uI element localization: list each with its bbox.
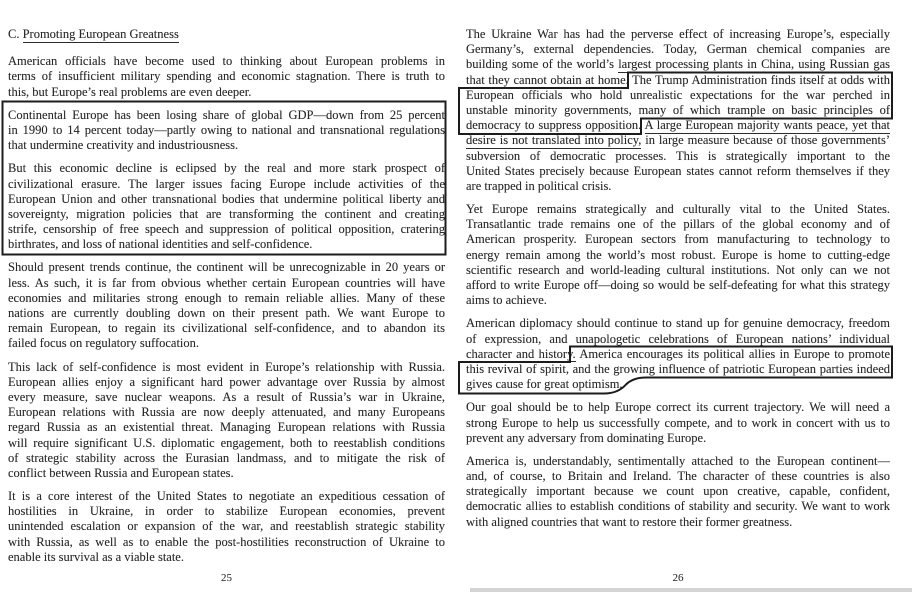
paragraph: [8, 489, 445, 565]
text-line: [8, 85, 445, 100]
text-line: [8, 123, 445, 138]
text-segment: with Russia, as well as to enable the post-hostilities reconstruction of Ukraine to: [8, 534, 445, 549]
text-segment: are trapped in political crisis.: [466, 178, 612, 193]
text-line: [8, 489, 445, 504]
text-line: [466, 484, 890, 499]
text-line: [8, 336, 445, 351]
text-segment: failed focus on regulatory suffocation.: [8, 336, 200, 351]
text-line: [466, 293, 890, 308]
text-line: [466, 57, 890, 72]
text-segment: United States precisely because European states cannot reform themselves if they: [466, 163, 890, 178]
text-line: [466, 499, 890, 514]
page-number-25: 25: [221, 572, 232, 584]
paragraph: [466, 27, 890, 194]
text-segment: The Trump Administration finds itself at odds with: [628, 72, 890, 87]
text-line: [8, 504, 445, 519]
underlined-text-segment: unapologetic celebrations of European nations’ individual: [575, 331, 890, 346]
text-line: [466, 103, 890, 118]
text-line: [466, 232, 890, 247]
text-line: [466, 217, 890, 232]
text-line: [8, 291, 445, 306]
paragraph: [8, 54, 445, 100]
text-line: [466, 454, 890, 469]
text-segment: that undermine creativity and industriousness.: [8, 138, 239, 153]
text-line: [466, 400, 890, 415]
text-segment: American prosperity. European sectors from manufacturing to technology to: [466, 232, 890, 247]
text-segment: of strategic stability across the Eurasian landmass, and to mitigate the risk of: [8, 450, 445, 465]
paragraph: [466, 400, 890, 446]
text-line: [466, 27, 890, 42]
text-line: [8, 108, 445, 123]
paragraph: [8, 360, 445, 482]
text-segment: Transatlantic trade remains one of the pillars of the global economy and of: [466, 217, 890, 232]
page-26-content: [466, 27, 890, 538]
text-line: [8, 519, 445, 534]
text-segment: European allies enjoy a significant hard power advantage over Russia by almost: [8, 374, 445, 389]
text-segment: this, but Europe’s real problems are even deeper.: [8, 84, 252, 99]
text-segment: American officials have become used to thinking about European problems in: [8, 54, 445, 69]
text-segment: will require significant U.S. diplomatic engagement, both to reestablish conditions: [8, 435, 445, 450]
text-segment: unintended escalation or expansion of the war, and reestablish strategic stability: [8, 519, 445, 534]
text-line: [8, 260, 445, 275]
text-line: [466, 133, 890, 148]
section-heading: [8, 27, 445, 42]
text-segment: But this economic decline is eclipsed by the real and more stark prospect of: [8, 161, 445, 176]
text-line: [466, 316, 890, 331]
text-line: [8, 466, 445, 481]
text-segment: of expression, and: [466, 331, 576, 346]
text-segment: economies and militaries strong enough to remain reliable allies. Many of these: [8, 290, 445, 305]
text-line: [8, 535, 445, 550]
text-line: [8, 276, 445, 291]
text-line: [466, 202, 890, 217]
underlined-text-segment: that they cannot obtain at home.: [466, 72, 629, 87]
paragraph: [466, 202, 890, 308]
text-line: [466, 362, 890, 377]
text-line: [466, 377, 890, 392]
text-line: [8, 177, 445, 192]
section-heading-prefix: C.: [8, 27, 23, 41]
text-line: [466, 73, 890, 88]
text-segment: unstable minority governments, many of which trample on basic principles of: [466, 102, 890, 117]
text-segment: scientific research and world-leading cultural institutions. Not only can we not: [466, 262, 890, 277]
text-line: [466, 263, 890, 278]
text-line: [8, 192, 445, 207]
text-line: [8, 405, 445, 420]
text-segment: enable its survival as a viable state.: [8, 549, 184, 564]
text-segment: America encourages its political allies in Europe to promote: [575, 346, 890, 361]
text-segment: Our goal should be to help Europe correct its current trajectory. We will need a: [466, 400, 890, 415]
section-heading-title: Promoting European Greatness: [22, 27, 179, 41]
page-25-content: [8, 27, 445, 573]
text-segment: remain European, to regain its civilizational self-confidence, and to abandon its: [8, 321, 445, 336]
text-line: [8, 69, 445, 84]
text-line: [8, 390, 445, 405]
paragraph: [8, 108, 445, 154]
text-segment: birthrates, and loss of national identities and self-confidence.: [8, 237, 313, 252]
text-segment: democracy to suppress opposition.: [466, 118, 645, 133]
paragraph: [466, 454, 890, 530]
paragraph: [8, 161, 445, 252]
text-segment: nations are currently doubling down on their present path. We want Europe to: [8, 306, 445, 320]
text-segment: democratic allies to establish conditions of stability and security. We want to work: [466, 499, 890, 514]
text-segment: subversion of democratic processes. This is strategically important to the: [466, 148, 890, 163]
text-line: [8, 375, 445, 390]
paragraph: [8, 260, 445, 351]
text-segment: The Ukraine War has had the perverse effect of increasing Europe’s, especially: [466, 27, 890, 41]
text-line: [466, 278, 890, 293]
underlined-text-segment: desire is not translated into policy,: [466, 133, 642, 148]
text-line: [466, 164, 890, 179]
underlined-text-segment: character and history.: [466, 346, 576, 361]
text-line: [466, 88, 890, 103]
text-segment: Continental Europe has been losing share of global GDP—down from 25 percent: [8, 107, 445, 122]
text-line: [466, 179, 890, 194]
text-segment: regard Russia as an existential threat. Managing European relations with Russia: [8, 420, 445, 435]
text-segment: civilizational erasure. The larger issues facing Europe include activities of the: [8, 176, 445, 191]
text-segment: aims to achieve.: [466, 293, 547, 308]
text-line: [466, 149, 890, 164]
text-segment: conflict between Russia and European states.: [8, 465, 234, 480]
text-segment: European relations with Russia are now deeply attenuated, and many Europeans: [8, 405, 445, 420]
text-line: [8, 222, 445, 237]
underlined-text-segment: largest processing plants in China, using Russian gas: [618, 57, 890, 72]
underlined-text-segment: A large European majority wants peace, yet that: [644, 118, 890, 133]
text-line: [8, 161, 445, 176]
page-26: [456, 0, 912, 592]
text-line: [466, 515, 890, 530]
text-segment: American diplomacy should continue to stand up for genuine democracy, freedom: [466, 316, 890, 331]
text-line: [8, 138, 445, 153]
text-segment: Yet Europe remains strategically and culturally vital to the United States.: [466, 202, 890, 217]
text-line: [8, 54, 445, 69]
paragraph: [466, 316, 890, 392]
text-line: [466, 347, 890, 362]
text-line: [8, 420, 445, 435]
text-line: [8, 207, 445, 222]
text-segment: strong Europe to help us successfully compete, and to work in concert with us to: [466, 415, 890, 430]
text-line: [466, 431, 890, 446]
page-number-26: 26: [672, 572, 684, 584]
text-segment: this revival of spirit, and the growing influence of patriotic European parties indeed: [466, 361, 890, 376]
text-line: [8, 306, 445, 321]
text-line: [8, 451, 445, 466]
text-line: [8, 436, 445, 451]
text-segment: European Union and other transnational bodies that undermine political liberty and: [8, 191, 445, 206]
text-segment: in large measure because of those governments’: [641, 133, 891, 148]
scan-edge-artifact: [470, 588, 912, 592]
text-segment: It is a core interest of the United States to negotiate an expeditious cessation of: [8, 489, 445, 504]
text-line: [8, 321, 445, 336]
text-segment: prevent any adversary from dominating Europe.: [466, 430, 707, 445]
text-segment: afford to write Europe off—doing so would be self-defeating for what this strategy: [466, 278, 890, 292]
text-line: [8, 237, 445, 252]
text-segment: strife, censorship of free speech and suppression of political opposition, cratering: [8, 222, 445, 237]
text-line: [466, 469, 890, 484]
text-line: [8, 360, 445, 375]
text-line: [8, 550, 445, 565]
text-segment: terms of insufficient military spending and economic stagnation. There is truth to: [8, 69, 445, 84]
text-line: [466, 416, 890, 431]
text-segment: energy remain among the world’s most robust. Europe is home to cutting-edge: [466, 247, 890, 262]
text-segment: hostilities in Ukraine, in order to stabilize European economies, prevent: [8, 504, 445, 519]
text-line: [466, 42, 890, 57]
text-segment: strategically important because we count upon creative, capable, confident,: [466, 484, 890, 499]
text-segment: less. As such, it is far from obvious whether certain European countries will have: [8, 275, 445, 290]
text-segment: building some of the world’s: [466, 57, 619, 72]
text-line: [466, 248, 890, 263]
text-segment: gives cause for great optimism.: [466, 377, 623, 392]
text-segment: and, of course, to Britain and Ireland. The character of these countries is also: [466, 469, 890, 484]
text-segment: Germany’s, external dependencies. Today, German chemical companies are: [466, 42, 890, 57]
text-segment: in 1990 to 14 percent today—partly owing to national and transnational regulations: [8, 122, 445, 137]
text-segment: every measure, save nuclear weapons. As a result of Russia’s war in Ukraine,: [8, 389, 445, 404]
text-segment: sovereignty, migration policies that are transforming the continent and creating: [8, 206, 445, 221]
text-segment: European officials who hold unrealistic expectations for the war perched in: [466, 87, 890, 102]
text-line: [466, 332, 890, 347]
text-segment: America is, understandably, sentimentally attached to the European continent—: [466, 453, 890, 468]
text-line: [466, 118, 890, 133]
text-segment: This lack of self-confidence is most evident in Europe’s relationship with Russia.: [8, 359, 445, 374]
text-segment: with aligned countries that want to restore their former greatness.: [466, 514, 793, 529]
text-segment: Should present trends continue, the continent will be unrecognizable in 20 years or: [8, 260, 445, 275]
